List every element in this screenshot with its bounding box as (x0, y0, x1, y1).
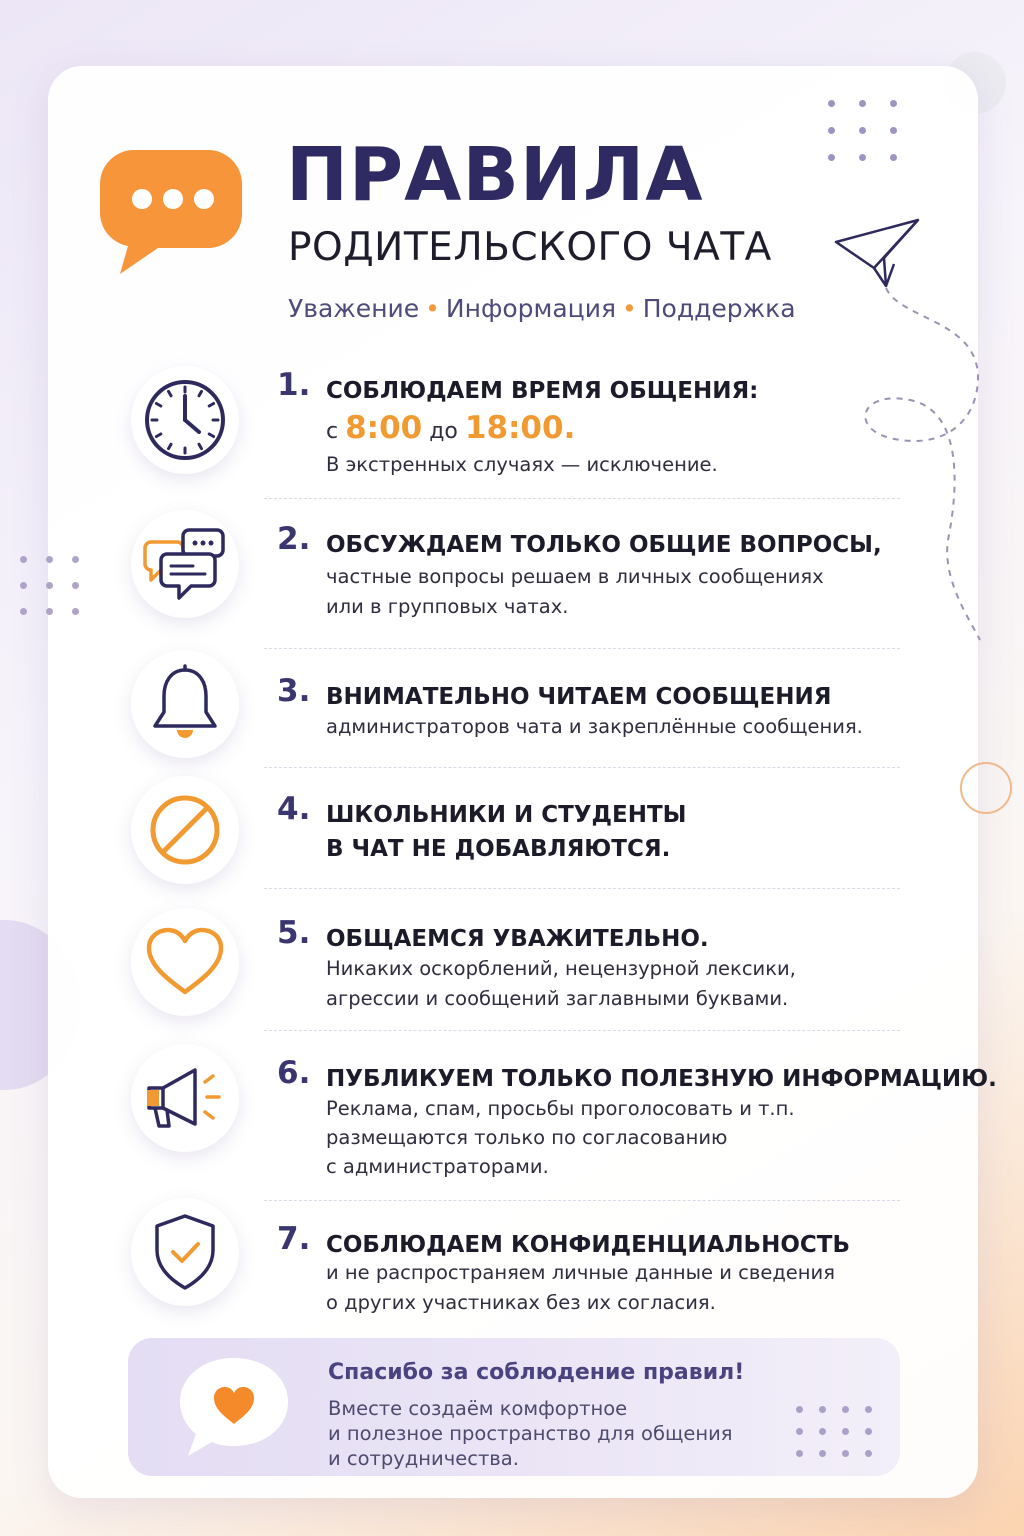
rule-2-line-1: частные вопросы решаем в личных сообщениях (326, 565, 824, 588)
time-from-prefix: с (326, 419, 339, 444)
page-subtitle: РОДИТЕЛЬСКОГО ЧАТА (288, 225, 772, 270)
rule-1-heading: СОБЛЮДАЕМ ВРЕМЯ ОБЩЕНИЯ: (326, 378, 759, 404)
shield-check-icon (149, 1212, 221, 1292)
rule-5-heading: ОБЩАЕМСЯ УВАЖИТЕЛЬНО. (326, 926, 709, 952)
footer-banner (128, 1338, 900, 1476)
rule-6-icon-circle (131, 1044, 239, 1152)
footer-line-2: и полезное пространство для общения (328, 1422, 733, 1445)
divider (264, 498, 900, 499)
time-to: 18:00 (464, 410, 564, 446)
rule-6-heading: ПУБЛИКУЕМ ТОЛЬКО ПОЛЕЗНУЮ ИНФОРМАЦИЮ. (326, 1066, 997, 1092)
rule-6-line-2: размещаются только по согласованию (326, 1126, 728, 1149)
decor-dots-bottom-right (796, 1406, 872, 1457)
rule-6-number: 6. (277, 1055, 311, 1091)
rule-1-number: 1. (277, 367, 311, 403)
rule-2-icon-circle (131, 510, 239, 618)
paper-plane-icon (830, 210, 1020, 650)
divider (264, 1200, 900, 1201)
rule-3-number: 3. (277, 673, 311, 709)
time-from: 8:00 (345, 410, 423, 446)
tag-respect: Уважение (288, 294, 420, 323)
rule-4-icon-circle (131, 776, 239, 884)
tag-separator: • (425, 294, 440, 323)
chat-bubble-icon (96, 146, 246, 278)
decor-ring (960, 762, 1012, 814)
rule-3-heading: ВНИМАТЕЛЬНО ЧИТАЕМ СООБЩЕНИЯ (326, 684, 832, 710)
rule-5-line-2: агрессии и сообщений заглавными буквами. (326, 987, 789, 1010)
heart-bubble-icon (174, 1352, 294, 1464)
rule-1-time (326, 410, 575, 446)
megaphone-icon (143, 1062, 227, 1134)
footer-title: Спасибо за соблюдение правил! (328, 1360, 745, 1385)
rule-7-number: 7. (277, 1221, 311, 1257)
rule-5-icon-circle (131, 908, 239, 1016)
rule-4-heading-line-1: ШКОЛЬНИКИ И СТУДЕНТЫ (326, 802, 687, 828)
decor-dots-left (20, 556, 79, 615)
rule-3-line-1: администраторов чата и закреплённые сообщения. (326, 715, 863, 738)
rule-4-number: 4. (277, 791, 311, 827)
time-suffix: . (563, 410, 576, 446)
page-title: ПРАВИЛА (286, 132, 704, 218)
footer-line-1: Вместе создаём комфортное (328, 1397, 628, 1420)
decor-dots-top-right (828, 100, 897, 161)
clock-icon (141, 376, 229, 464)
rule-4-heading-line-2: В ЧАТ НЕ ДОБАВЛЯЮТСЯ. (326, 836, 671, 862)
tag-separator: • (622, 294, 637, 323)
divider (264, 1030, 900, 1031)
rule-2-number: 2. (277, 521, 311, 557)
rule-6-line-3: с администраторами. (326, 1155, 549, 1178)
divider (264, 767, 900, 768)
rule-7-heading: СОБЛЮДАЕМ КОНФИДЕНЦИАЛЬНОСТЬ (326, 1232, 850, 1258)
rule-1-note: В экстренных случаях — исключение. (326, 453, 718, 476)
rule-5-number: 5. (277, 915, 311, 951)
bell-icon (147, 664, 223, 744)
tagline (288, 294, 796, 323)
footer-line-3: и сотрудничества. (328, 1447, 519, 1470)
rule-2-heading: ОБСУЖДАЕМ ТОЛЬКО ОБЩИЕ ВОПРОСЫ, (326, 532, 882, 558)
rule-3-icon-circle (131, 650, 239, 758)
rule-7-line-1: и не распространяем личные данные и сведения (326, 1261, 835, 1284)
rule-6-line-1: Реклама, спам, просьбы проголосовать и т.п. (326, 1097, 795, 1120)
rule-5-line-1: Никаких оскорблений, нецензурной лексики, (326, 957, 796, 980)
chat-bubbles-icon (143, 524, 227, 604)
tag-information: Информация (445, 294, 616, 323)
divider (264, 888, 900, 889)
heart-icon (145, 926, 225, 998)
rule-7-line-2: о других участниках без их согласия. (326, 1291, 716, 1314)
tag-support: Поддержка (642, 294, 796, 323)
rule-2-line-2: или в групповых чатах. (326, 595, 569, 618)
time-to-prefix: до (429, 419, 458, 444)
divider (264, 648, 900, 649)
prohibited-icon (147, 792, 223, 868)
rule-7-icon-circle (131, 1198, 239, 1306)
footer-text (328, 1396, 733, 1471)
rule-1-icon-circle (131, 366, 239, 474)
